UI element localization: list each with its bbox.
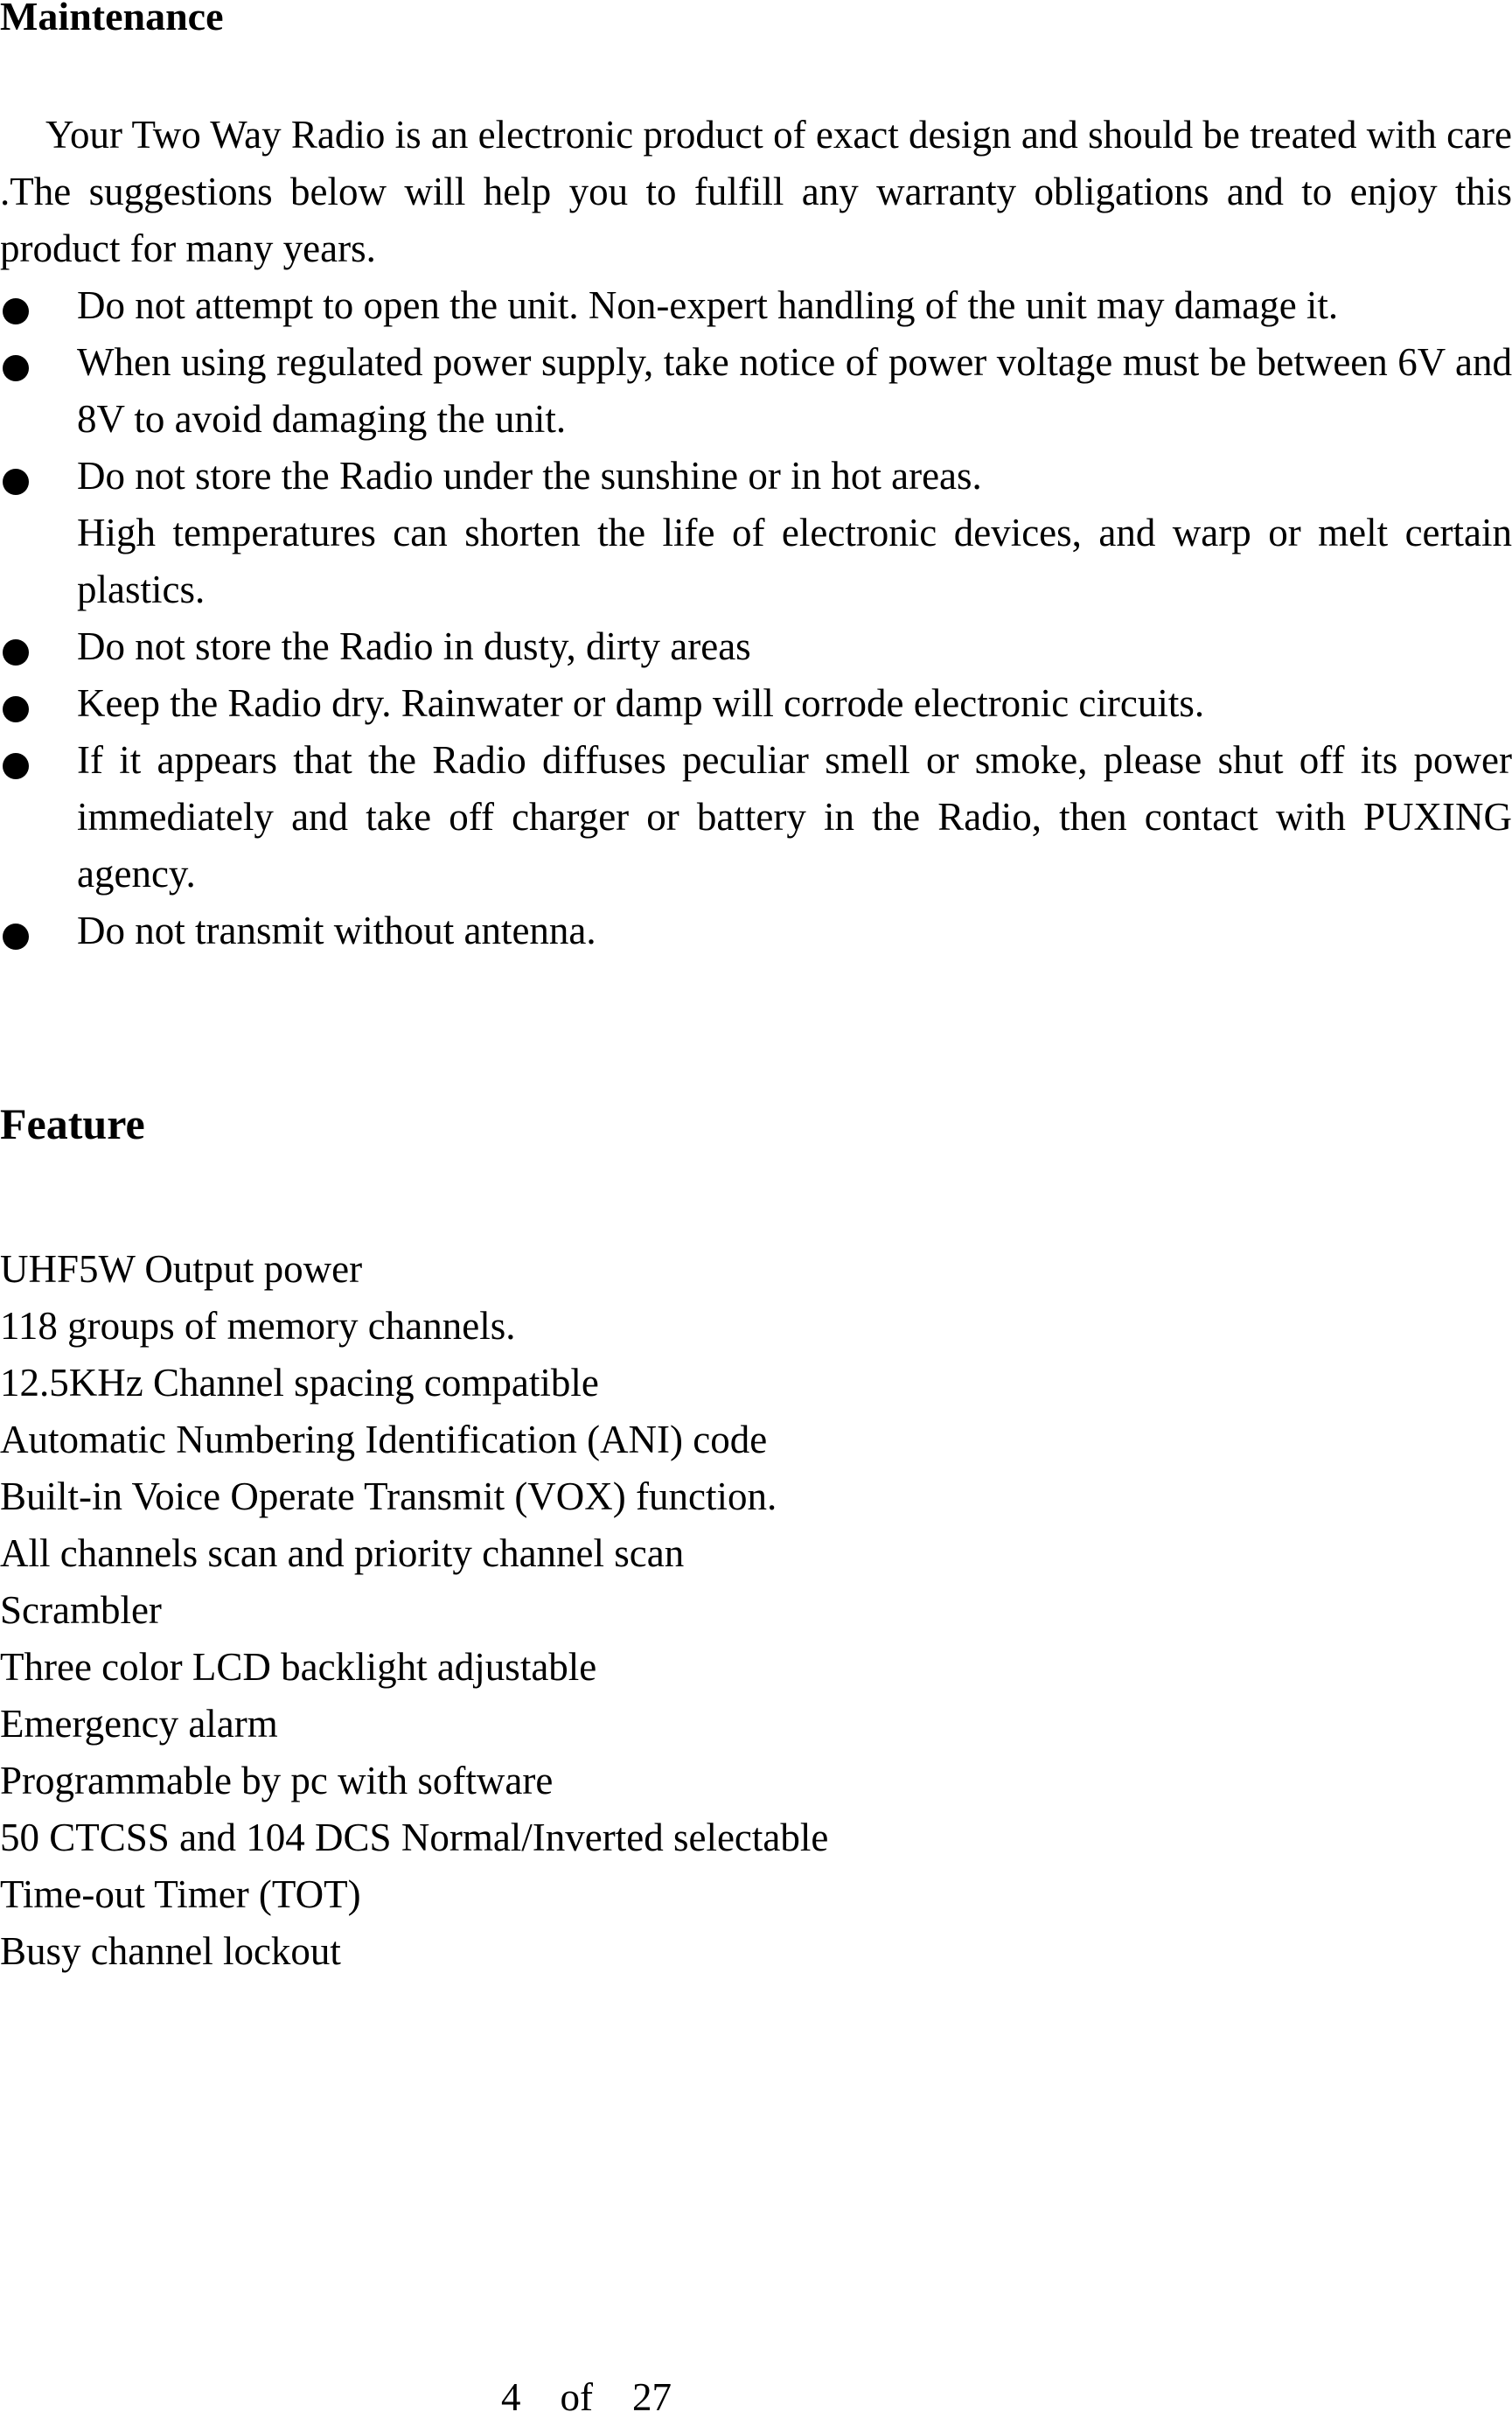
- current-page-number: 4: [501, 2375, 521, 2419]
- feature-item: UHF5W Output power: [0, 1247, 363, 1291]
- maintenance-bullet-list: [0, 277, 1512, 959]
- bullet-dot-icon: [3, 753, 29, 779]
- bullet-extra-text: High temperatures can shorten the life of electronic devices, and warp or melt certain plastics.: [77, 511, 1512, 611]
- feature-item: All channels scan and priority channel scan: [0, 1531, 685, 1575]
- bullet-dot-icon: [3, 355, 29, 381]
- bullet-item: [0, 675, 1512, 732]
- bullet-dot-icon: [3, 924, 29, 950]
- bullet-text: If it appears that the Radio diffuses peculiar smell or smoke, please shut off its power immediately and take off charger or battery in the Radio, then contact with PUXING agency.: [77, 738, 1512, 896]
- bullet-dot-icon: [3, 298, 29, 324]
- bullet-text: When using regulated power supply, take notice of power voltage must be between 6V and 8V to avoid damaging the unit.: [77, 340, 1512, 441]
- bullet-item: [0, 903, 1512, 959]
- bullet-item: [0, 448, 1512, 618]
- bullet-text: Keep the Radio dry. Rainwater or damp will corrode electronic circuits.: [77, 681, 1205, 725]
- bullet-text: Do not transmit without antenna.: [77, 909, 596, 952]
- bullet-dot-icon: [3, 469, 29, 495]
- feature-item: 50 CTCSS and 104 DCS Normal/Inverted selectable: [0, 1816, 829, 1859]
- feature-item: Three color LCD backlight adjustable: [0, 1645, 597, 1689]
- page-of-label: of: [560, 2375, 593, 2419]
- feature-heading: Feature: [0, 1099, 145, 1148]
- bullet-item: [0, 334, 1512, 448]
- feature-item: 118 groups of memory channels.: [0, 1304, 516, 1348]
- bullet-dot-icon: [3, 696, 29, 722]
- bullet-item: [0, 618, 1512, 675]
- maintenance-heading: Maintenance: [0, 0, 224, 38]
- total-page-count: 27: [632, 2375, 672, 2419]
- bullet-dot-icon: [3, 639, 29, 666]
- bullet-text: Do not store the Radio under the sunshine or in hot areas.: [77, 454, 982, 498]
- page-number-footer: [501, 2375, 672, 2419]
- feature-item: Time-out Timer (TOT): [0, 1872, 361, 1916]
- feature-item: Automatic Numbering Identification (ANI) code: [0, 1418, 768, 1461]
- bullet-item: [0, 277, 1512, 334]
- feature-item: Built-in Voice Operate Transmit (VOX) function.: [0, 1474, 777, 1518]
- bullet-text: Do not store the Radio in dusty, dirty areas: [77, 624, 751, 668]
- feature-item: 12.5KHz Channel spacing compatible: [0, 1361, 599, 1405]
- feature-item: Programmable by pc with software: [0, 1759, 554, 1802]
- bullet-item: [0, 732, 1512, 903]
- bullet-text: Do not attempt to open the unit. Non-expert handling of the unit may damage it.: [77, 283, 1339, 327]
- feature-item: Scrambler: [0, 1588, 162, 1632]
- maintenance-intro: Your Two Way Radio is an electronic product of exact design and should be treated with care .The suggestions below will help you to fulfill any warranty obligations and to enjoy this product for many years.: [0, 113, 1512, 270]
- feature-item: Busy channel lockout: [0, 1929, 341, 1973]
- feature-list: [0, 1241, 828, 1980]
- feature-item: Emergency alarm: [0, 1702, 278, 1746]
